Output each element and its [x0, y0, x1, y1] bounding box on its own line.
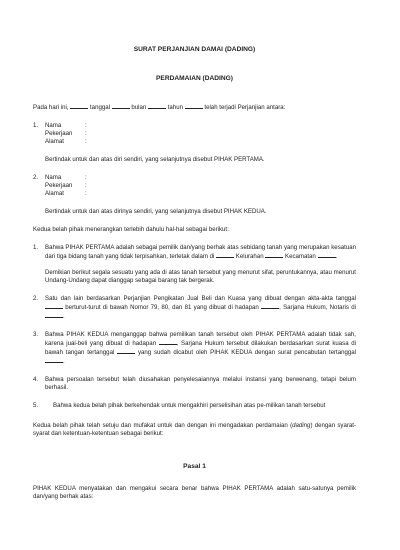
- closing-text-c: ) dengan syarat-syarat dan ketentuan-ketentuan sebagai berikut:: [33, 422, 357, 437]
- clause-3-text-d: .: [63, 358, 65, 365]
- clause-2-text-b: berturut-turut di bawah Nomor 79, 80, dan 81 yang dibuat di hadapan: [65, 304, 259, 311]
- blank-revocation-date: [45, 357, 63, 363]
- clause-2-text-c: , Sarjana Hukum, Notaris di: [279, 304, 356, 311]
- clause-2-text-d: .: [63, 313, 65, 320]
- party-2: [33, 174, 356, 198]
- opening-text-end: telah terjadi Perjanjian antara:: [204, 104, 286, 111]
- clause-1: [33, 244, 356, 285]
- field-label-occupation: Pekerjaan: [45, 130, 73, 137]
- party-number: 2.: [33, 174, 39, 181]
- field-colon: :: [85, 174, 87, 181]
- opening-text-year: tahun: [167, 104, 183, 111]
- document-title: SURAT PERJANJIAN DAMAI (DADING): [133, 46, 256, 53]
- clause-1-text-b: Kelurahan: [235, 253, 264, 260]
- opening-text-month: bulan: [131, 104, 147, 111]
- pasal-1-text: PIHAK KEDUA menyatakan dan mengakui secara benar bahwa PIHAK PERTAMA adalah satu-satunya pemilik dan/yang berhak atas:: [33, 485, 356, 500]
- field-colon: :: [85, 182, 87, 189]
- field-label-name: Nama: [45, 122, 62, 129]
- blank-village: [265, 252, 283, 258]
- blank-notary: [159, 339, 177, 345]
- blank-location: [216, 252, 234, 258]
- clause-body: Bahwa kedua belah pihak berkehendak untuk mengakhiri perselisihan atas pe-milikan tanah tersebut: [53, 402, 326, 409]
- clause-3: [33, 331, 356, 366]
- field-label-address: Alamat: [45, 138, 64, 145]
- field-colon: :: [85, 122, 87, 129]
- clause-number: 5.: [33, 402, 39, 409]
- blank-year: [185, 103, 203, 109]
- party-1-note: Bertindak untuk dan atas diri sendiri, yang selanjutnya disebut PIHAK PERTAMA.: [45, 156, 265, 163]
- blank-month: [148, 103, 166, 109]
- blank-date: [112, 103, 130, 109]
- closing-text-a: Kedua belah pihak telah setuju dan mufakat untuk dan dengan ini mengadakan perdamaian (: [33, 422, 293, 429]
- clause-body: [45, 295, 356, 321]
- clause-1-paragraph-2: Demikian berikut segala sesuatu yang ada di atas tanah tersebut yang menurut sifat, peruntukannya, atau menurut Undang-Undang dapat dianggap sebagai barang tak bergerak.: [45, 269, 356, 284]
- opening-text-date: tanggal: [89, 104, 110, 111]
- blank-notary-name: [261, 303, 279, 309]
- party-fields: [45, 122, 93, 146]
- field-label-address: Alamat: [45, 190, 64, 197]
- field-label-name: Nama: [45, 174, 62, 181]
- closing-paragraph: [33, 422, 356, 438]
- clause-1-text-a: Bahwa PIHAK PERTAMA adalah sebagai pemilik dan/yang berhak atas sebidang tanah yang merupakan kesatuan dari tiga bidang tanah yang tidak terpisahkan, terletak dalam di: [45, 244, 356, 260]
- pasal-1-title: Pasal 1: [183, 463, 206, 470]
- intro-paragraph: Kedua belah pihak menerangkan terlebih dahulu hal-hal sebagai berikut:: [33, 226, 229, 233]
- clause-2: [33, 295, 356, 321]
- clause-3-text-c: yang sudah dicabut oleh PIHAK KEDUA dengan surat pencabutan tertanggal: [137, 349, 356, 356]
- closing-text-dading: dading: [292, 422, 311, 429]
- clause-3-text-a: Bahwa PIHAK KEDUA menganggap bahwa pemilikan tanah tersebut oleh PIHAK PERTAMA adalah tidak sah, karena jual-beli yang dibuat di hadapan: [45, 331, 356, 347]
- party-fields: [45, 174, 93, 198]
- clause-number: 2.: [33, 295, 39, 302]
- clause-4: [33, 376, 356, 392]
- clause-number: 4.: [33, 376, 39, 383]
- clause-5: [33, 402, 356, 410]
- party-number: 1.: [33, 122, 39, 129]
- clause-body: [45, 244, 356, 285]
- clause-number: 1.: [33, 244, 39, 251]
- document-subtitle: PERDAMAIAN (DADING): [156, 75, 233, 82]
- field-colon: :: [85, 190, 87, 197]
- clause-1-text-c: Kecamatan: [285, 253, 316, 260]
- opening-paragraph: [33, 103, 356, 112]
- field-colon: :: [85, 130, 87, 137]
- blank-district: [318, 252, 336, 258]
- party-2-note: Bertindak untuk dan atas dirinya sendiri, yang selanjutnya disebut PIHAK KEDUA.: [45, 208, 267, 215]
- clause-3-text-b: , Sarjana Hukum tersebut dilakukan berdasarkan surat kuasa di bawah tangan tertanggal: [45, 340, 356, 356]
- blank-day: [70, 103, 88, 109]
- clause-1-text-d: .: [335, 253, 338, 260]
- blank-notary-city: [45, 312, 63, 318]
- clause-1-paragraph: [45, 244, 356, 261]
- party-1: [33, 122, 356, 146]
- opening-text-day: Pada hari ini,: [33, 104, 69, 111]
- field-colon: :: [85, 138, 87, 145]
- clause-body: Bahwa persoalan tersebut telah diusahakan penyelesaiannya melalui instansi yang berwenang, tetapi belum berhasil.: [45, 376, 356, 391]
- clause-2-text-a: Satu dan lain berdasarkan Perjanjian Pengikatan Jual Beli dan Kuasa yang dibuat dengan akta-akta tanggal: [45, 295, 356, 302]
- clause-number: 3.: [33, 331, 39, 338]
- blank-power-date: [117, 348, 135, 354]
- blank-deed-date: [45, 303, 63, 309]
- clause-body: [45, 331, 356, 366]
- field-label-occupation: Pekerjaan: [45, 182, 73, 189]
